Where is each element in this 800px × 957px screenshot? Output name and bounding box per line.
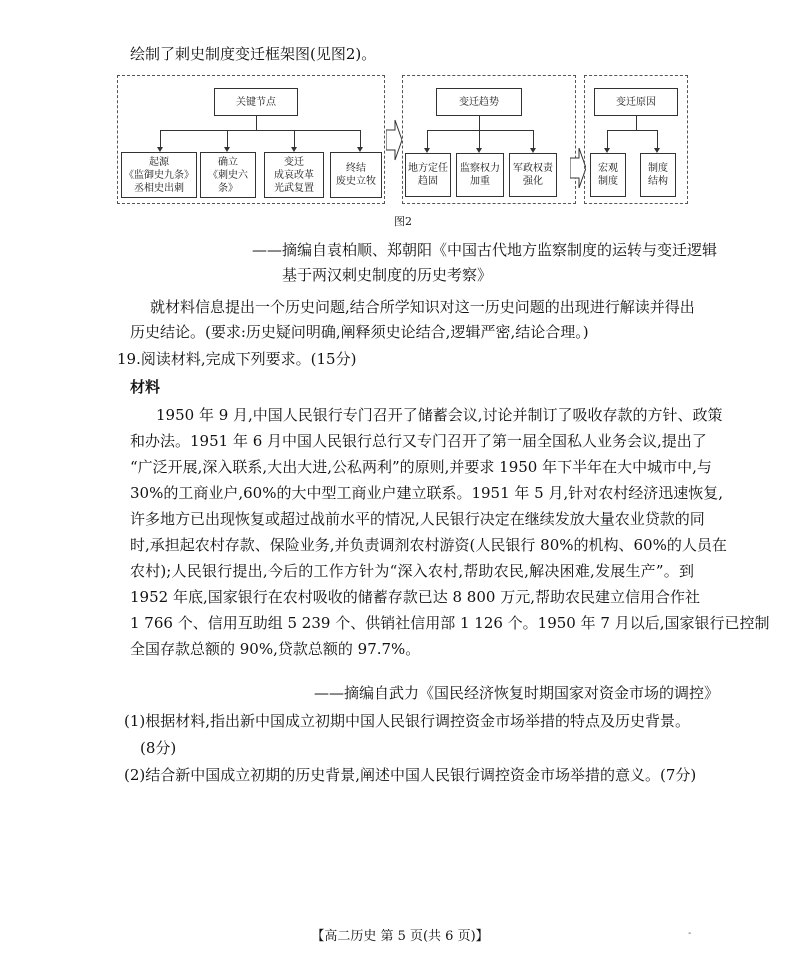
page-footer: 【高二历史 第 5 页(共 6 页)】 xyxy=(311,929,489,944)
material-line: 农村);人民银行提出,今后的工作方针为“深入农村,帮助农民,解决困难,发展生产”。到 xyxy=(130,562,694,580)
big-arrow-1 xyxy=(386,118,402,162)
trend-box-2: 监察权力 加重 xyxy=(456,153,504,197)
material-label: 材料 xyxy=(130,378,161,396)
key-node-origin: 起源 《监御史九条》 丞相史出刺 xyxy=(121,152,197,198)
key-node-change: 变迁 成哀改革 光武复置 xyxy=(264,152,324,198)
material-line: “广泛开展,深入联系,大出大进,公私两利”的原则,并要求 1950 年下半年在大中城市中,与 xyxy=(130,458,712,476)
key-node-establish: 确立 《刺史六条》 xyxy=(200,152,256,198)
material-line: 1950 年 9 月,中国人民银行专门召开了储蓄会议,讨论并制订了吸收存款的方针、政策 xyxy=(156,406,723,424)
key-node-end: 终结 废史立牧 xyxy=(330,152,382,198)
intro-line: 绘制了刺史制度变迁框架图(见图2)。 xyxy=(130,45,377,63)
sub-question-1-line2: (8分) xyxy=(140,739,177,757)
material-line: 1952 年底,国家银行在农村吸收的储蓄存款已达 8 800 万元,帮助农民建立信用合作社 xyxy=(130,588,700,606)
reason-box-1: 宏观 制度 xyxy=(590,153,626,197)
trend-box-1: 地方定任 趋固 xyxy=(405,153,451,197)
source1-line2: 基于两汉刺史制度的历史考察》 xyxy=(282,266,493,284)
sub-question-2: (2)结合新中国成立初期的历史背景,阐述中国人民银行调控资金市场举措的意义。(7分) xyxy=(124,766,697,784)
material-line: 30%的工商业户,60%的大中型工商业户建立联系。1951 年 5 月,针对农村经济迅速恢复, xyxy=(130,484,724,502)
reason-box-2: 制度 结构 xyxy=(640,153,676,197)
source2: ——摘编自武力《国民经济恢复时期国家对资金市场的调控》 xyxy=(314,684,720,702)
material-line: 全国存款总额的 90%,贷款总额的 97.7%。 xyxy=(130,640,421,658)
key-nodes-title-box: 关键节点 xyxy=(214,88,298,116)
material-line: 时,承担起农村存款、保险业务,并负责调剂农村游资(人民银行 80%的机构、60%的人员在 xyxy=(130,536,727,554)
trend-title-box: 变迁趋势 xyxy=(436,88,522,116)
trend-box-3: 军政权责 强化 xyxy=(509,153,557,197)
material-line: 许多地方已出现恢复或超过战前水平的情况,人民银行决定在继续发放大量农业贷款的同 xyxy=(130,510,705,528)
material-line: 和办法。1951 年 6 月中国人民银行总行又专门召开了第一届全国私人业务会议,提出了 xyxy=(130,432,707,450)
sub-question-1-line1: (1)根据材料,指出新中国成立初期中国人民银行调控资金市场举措的特点及历史背景。 xyxy=(124,712,691,730)
material-line: 1 766 个、信用互助组 5 239 个、供销社信用部 1 126 个。1950 年 7 月以后,国家银行已控制 xyxy=(130,614,770,632)
task1-line1: 就材料信息提出一个历史问题,结合所学知识对这一历史问题的出现进行解读并得出 xyxy=(150,298,695,316)
task1-line2: 历史结论。(要求:历史疑问明确,阐释须史论结合,逻辑严密,结论合理。) xyxy=(130,323,589,341)
corner-mark: - xyxy=(688,928,692,939)
question-19-title: 19.阅读材料,完成下列要求。(15分) xyxy=(117,350,357,368)
reason-title-box: 变迁原因 xyxy=(594,88,678,116)
source1-line1: ——摘编自袁柏顺、郑朝阳《中国古代地方监察制度的运转与变迁逻辑 xyxy=(252,241,718,259)
figure-caption: 图2 xyxy=(394,215,412,228)
